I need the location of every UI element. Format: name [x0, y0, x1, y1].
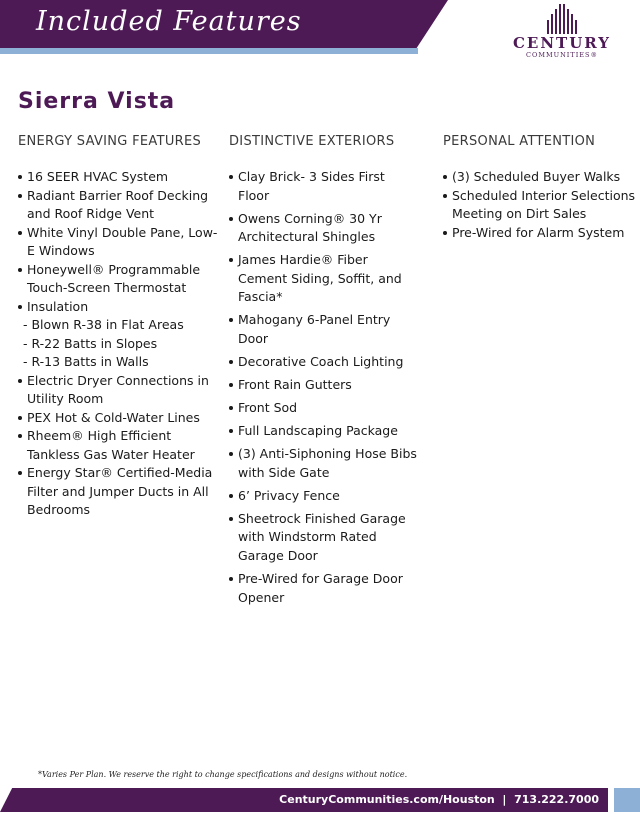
footer-accent-square: [614, 788, 640, 812]
feature-item: Sheetrock Finished Garage with Windstorm Rated Garage Door: [229, 510, 419, 566]
feature-item: (3) Anti-Siphoning Hose Bibs with Side Gate: [229, 445, 419, 482]
feature-item: Decorative Coach Lighting: [229, 353, 419, 372]
column-heading: ENERGY SAVING FEATURES: [18, 134, 202, 149]
feature-subitem: - R-13 Batts in Walls: [23, 354, 149, 369]
feature-item: Honeywell® Programmable Touch-Screen Thermostat: [18, 261, 218, 298]
feature-subitem: - R-22 Batts in Slopes: [23, 335, 158, 351]
feature-item: Insulation: [18, 298, 218, 317]
feature-item: Owens Corning® 30 Yr Architectural Shingles: [229, 210, 419, 247]
page-title: Included Features: [36, 6, 302, 37]
feature-item: Energy Star® Certified-Media Filter and Jumper Ducts in All Bedrooms: [18, 464, 218, 520]
feature-item: Front Sod: [229, 399, 419, 418]
feature-item: (3) Scheduled Buyer Walks: [443, 168, 637, 187]
feature-subitem: - Blown R-38 in Flat Areas: [23, 317, 184, 332]
feature-item: Full Landscaping Package: [229, 422, 419, 441]
feature-item: Rheem® High Efficient Tankless Gas Water Heater: [18, 427, 218, 464]
disclaimer-footnote: *Varies Per Plan. We reserve the right to change specifications and designs without notice.: [38, 770, 408, 779]
logo-wordmark: CENTURY: [512, 34, 612, 52]
logo-subtitle: COMMUNITIES®: [526, 51, 598, 59]
feature-item: Pre-Wired for Garage Door Opener: [229, 570, 419, 607]
feature-item: PEX Hot & Cold-Water Lines: [18, 409, 218, 428]
column-heading: PERSONAL ATTENTION: [443, 134, 596, 149]
feature-item: Front Rain Gutters: [229, 376, 419, 395]
feature-item: 6’ Privacy Fence: [229, 487, 419, 506]
feature-item: White Vinyl Double Pane, Low-E Windows: [18, 224, 218, 261]
feature-item: Radiant Barrier Roof Decking and Roof Ridge Vent: [18, 187, 218, 224]
footer-contact: CenturyCommunities.com/Houston | 713.222.7000: [279, 793, 599, 806]
header-accent-stripe: [0, 48, 418, 54]
feature-item: Electric Dryer Connections in Utility Room: [18, 372, 218, 409]
feature-item: Scheduled Interior Selections Meeting on Dirt Sales: [443, 187, 637, 224]
feature-item: Clay Brick- 3 Sides First Floor: [229, 168, 419, 205]
community-name: Sierra Vista: [18, 89, 176, 114]
energy-saving-column: [18, 133, 218, 520]
personal-attention-column: [443, 133, 637, 242]
feature-item: James Hardie® Fiber Cement Siding, Soffit, and Fascia*: [229, 251, 419, 307]
feature-item: Mahogany 6-Panel Entry Door: [229, 311, 419, 348]
distinctive-exteriors-column: [229, 133, 419, 612]
feature-item: 16 SEER HVAC System: [18, 168, 218, 187]
feature-item: Pre-Wired for Alarm System: [443, 224, 637, 243]
column-heading: DISTINCTIVE EXTERIORS: [229, 134, 395, 149]
skyline-logo-icon: [542, 2, 582, 34]
century-logo: [500, 2, 624, 64]
